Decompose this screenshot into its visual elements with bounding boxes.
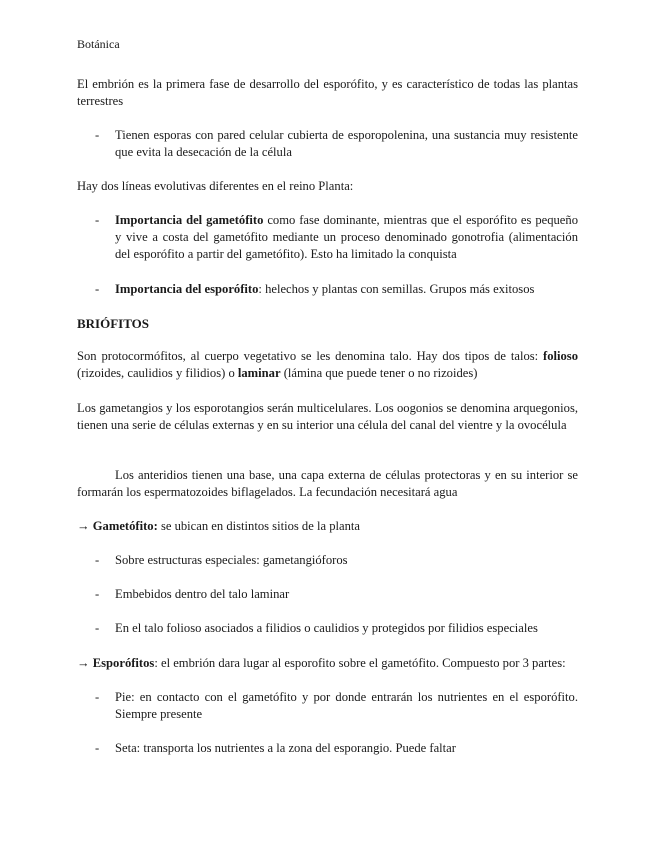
bullet-dash: - xyxy=(95,741,100,755)
arrow-glyph: → xyxy=(77,519,93,533)
esporofito-paragraph xyxy=(77,655,578,672)
list-item xyxy=(77,281,578,298)
bullet-text: Sobre estructuras especiales: gametangióforos xyxy=(115,553,348,567)
bold-term: Importancia del esporófito xyxy=(115,282,259,296)
bullet-text xyxy=(115,281,578,298)
arrow-glyph: → xyxy=(77,656,93,670)
bullet-dash: - xyxy=(95,587,100,601)
bullet-text xyxy=(115,212,578,263)
text-run: (rizoides, caulidios y filidios) o xyxy=(77,366,238,380)
bold-term: laminar xyxy=(237,366,281,380)
text-run: (lámina que puede tener o no rizoides) xyxy=(280,366,478,380)
bullet-body: : helechos y plantas con semillas. Grupos más exitosos xyxy=(258,282,535,296)
bullet-dash: - xyxy=(95,690,100,704)
list-item xyxy=(77,212,578,263)
list-item xyxy=(77,620,578,637)
bullet-dash: - xyxy=(95,553,100,567)
bullet-text: Pie: en contacto con el gametófito y por donde entrarán los nutrientes en el esporófito. Siempre presente xyxy=(115,690,578,721)
bullet-text: Seta: transporta los nutrientes a la zona del esporangio. Puede faltar xyxy=(115,741,456,755)
bullet-dash: - xyxy=(95,128,100,142)
gametofito-paragraph xyxy=(77,518,578,535)
text-run: : el embrión dara lugar al esporofito sobre el gametófito. Compuesto por 3 partes: xyxy=(154,656,566,670)
bullet-dash: - xyxy=(95,213,100,227)
list-item xyxy=(77,740,578,757)
list-item xyxy=(77,689,578,723)
bullet-text: Embebidos dentro del talo laminar xyxy=(115,587,290,601)
bold-term: Gametófito: xyxy=(92,519,158,533)
bold-term: folioso xyxy=(543,349,578,363)
anteridios-paragraph: Los anteridios tienen una base, una capa externa de células protectoras y en su interior se formarán los espermatozoides biflagelados. La fecundación necesitará agua xyxy=(77,468,578,499)
bullet-text: En el talo folioso asociados a filidios o caulidios y protegidos por filidios especiales xyxy=(115,621,538,635)
bullet-text: Tienen esporas con pared celular cubierta de esporopolenina, una sustancia muy resistente que evita la desecación de la célula xyxy=(115,128,578,159)
intro-paragraph: El embrión es la primera fase de desarrollo del esporófito, y es característico de todas las plantas terrestres xyxy=(77,77,578,108)
gametangios-paragraph: Los gametangios y los esporotangios serán multicelulares. Los oogonios se denomina arquegonios, tienen una serie de células externas y en su interior una célula del canal del vientre y la ovocélula xyxy=(77,401,578,432)
bold-term: Esporófitos xyxy=(92,656,155,670)
talo-paragraph xyxy=(77,348,578,382)
bold-term: Importancia del gametófito xyxy=(115,213,264,227)
bullet-body: como fase dominante, mientras que el esporófito es pequeño y vive a costa del gametófito mediante un proceso denominado gonotrofia (alimentación del esporófito a partir del gametófito). Esto ha limitado la conquista xyxy=(115,213,578,261)
lineas-paragraph: Hay dos líneas evolutivas diferentes en el reino Planta: xyxy=(77,179,354,193)
page-header: Botánica xyxy=(77,37,120,51)
text-run: se ubican en distintos sitios de la planta xyxy=(157,519,360,533)
bullet-dash: - xyxy=(95,621,100,635)
list-item xyxy=(77,127,578,161)
bullet-dash: - xyxy=(95,282,100,296)
list-item xyxy=(77,552,578,569)
list-item xyxy=(77,586,578,603)
section-heading: BRIÓFITOS xyxy=(77,316,150,331)
text-run: Son protocormófitos, al cuerpo vegetativo se les denomina talo. Hay dos tipos de talos: xyxy=(77,349,544,363)
